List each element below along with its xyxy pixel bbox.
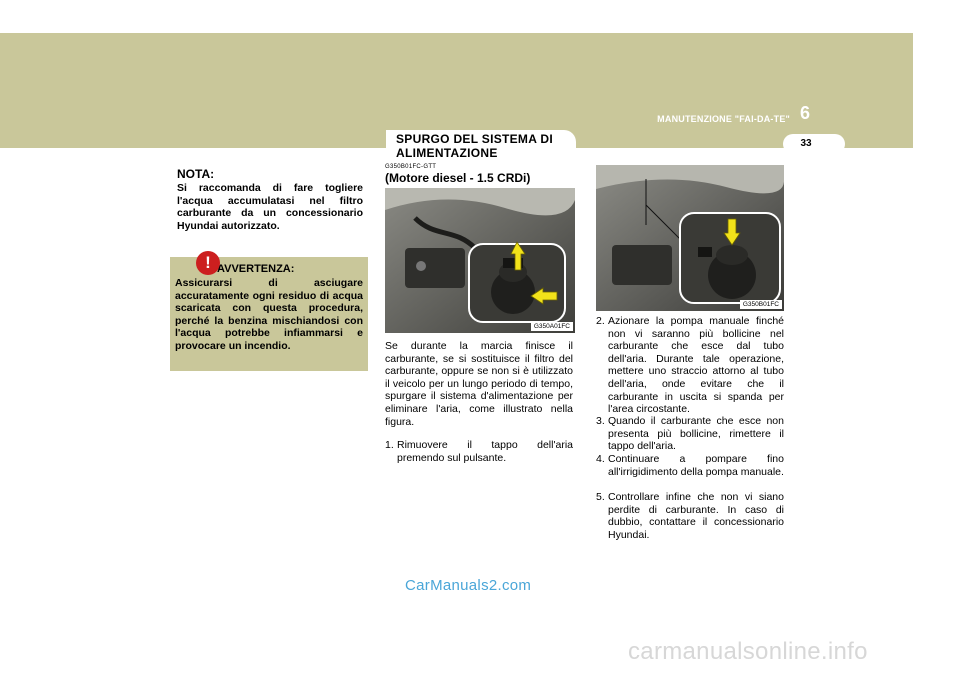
step-text: Quando il carburante che esce non presenta più bollicine, rimettere il tappo dell'aria. [608, 415, 784, 453]
step-1 [385, 439, 573, 464]
figure-fuel-filter [385, 188, 575, 333]
step-5 [596, 491, 784, 541]
section-title-line1: SPURGO DEL SISTEMA DI [396, 132, 553, 146]
step-number: 3. [596, 415, 605, 427]
note-title: NOTA: [177, 167, 215, 181]
chapter-number: 6 [799, 103, 810, 123]
watermark-carmanualsonline: carmanualsonline.info [628, 638, 868, 665]
warning-text: Assicurarsi di asciugare accuratamente ogni residuo di acqua scaricata con questa procedura, perché la benzina mischiandosi con l'acqua potrebbe infiammarsi e provocare un incendio. [175, 277, 363, 352]
step-number: 4. [596, 453, 605, 465]
engine-photo-illustration [596, 165, 784, 311]
step-text: Rimuovere il tappo dell'aria premendo sul pulsante. [397, 439, 573, 464]
figure-label: G350B01FC [740, 300, 782, 309]
intro-text: Se durante la marcia finisce il carburante, se si sostituisce il filtro del carburante, oppure se non si è utilizzato il veicolo per un lungo periodo di tempo, spurgare il sistema d'alimentazione per eliminare l'aria, come illustrato nella figura. [385, 340, 573, 428]
section-code: G350B01FC-GTT [385, 164, 437, 170]
watermark-carmanuals2[interactable]: CarManuals2.com [405, 577, 532, 594]
figure-air-tube [596, 165, 784, 311]
step-3 [596, 415, 784, 453]
step-number: 1. [385, 439, 394, 451]
step-number: 5. [596, 491, 605, 503]
step-text: Azionare la pompa manuale finché non vi saranno più bollicine nel carburante che esce dal tubo dell'aria. Durante tale operazione, mettere uno straccio attorno al tubo dell'aria, onde evitare che il carburante in uscita si spanda per l'area circostante. [608, 315, 784, 416]
engine-photo-illustration [385, 188, 575, 333]
section-subtitle: (Motore diesel - 1.5 CRDi) [385, 171, 531, 185]
warning-title: AVVERTENZA: [217, 263, 295, 275]
step-text: Controllare infine che non vi siano perdite di carburante. In caso di dubbio, contattare il concessionario Hyundai. [608, 491, 784, 541]
chapter-title: MANUTENZIONE "FAI-DA-TE" [657, 114, 790, 124]
page-number: 33 [800, 138, 812, 149]
note-text: Si raccomanda di fare togliere l'acqua accumulatasi nel filtro carburante da un concessionario Hyundai autorizzato. [177, 182, 363, 232]
figure-label: G350A01FC [531, 322, 573, 331]
section-title-line2: ALIMENTAZIONE [396, 146, 498, 160]
step-number: 2. [596, 315, 605, 327]
exclamation-icon: ! [196, 251, 220, 275]
step-4 [596, 453, 784, 478]
step-text: Continuare a pompare fino all'irrigidimento della pompa manuale. [608, 453, 784, 478]
section-title [396, 132, 576, 160]
step-2 [596, 315, 784, 416]
